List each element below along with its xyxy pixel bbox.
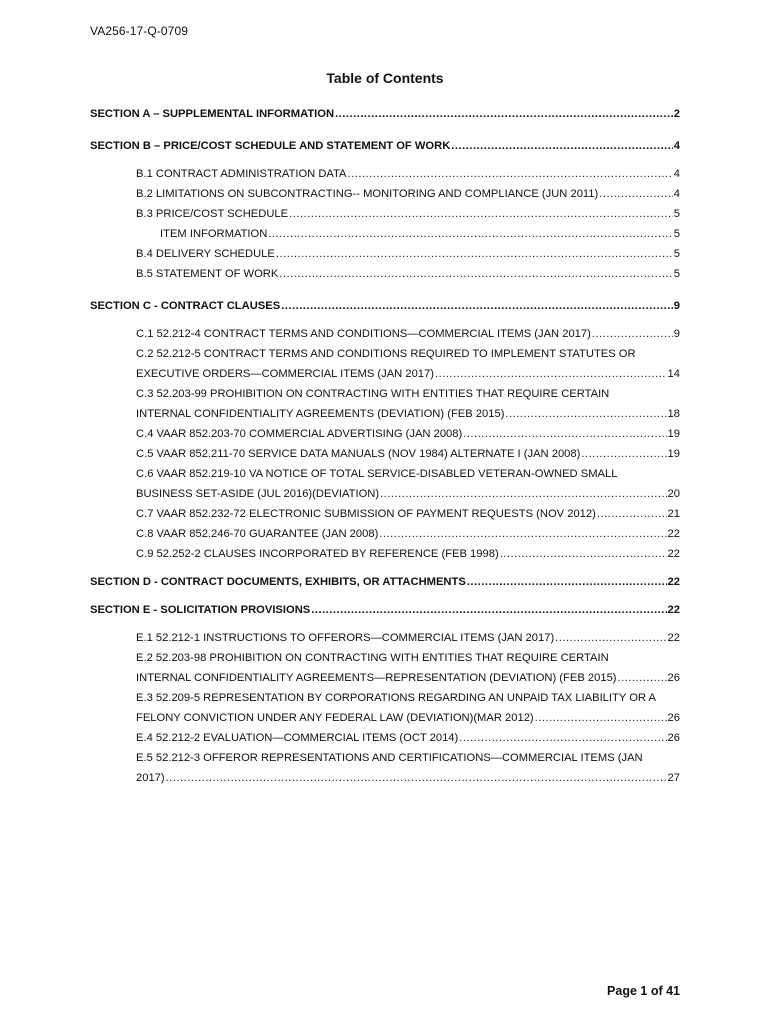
toc-entry-c3[interactable]	[90, 404, 680, 424]
toc-entry-c9[interactable]	[90, 544, 680, 564]
toc-entry-text: E.1 52.212-1 INSTRUCTIONS TO OFFERORS—COMMERCIAL ITEMS (JAN 2017)	[136, 632, 555, 644]
toc-entry-text: ITEM INFORMATION	[160, 228, 268, 240]
leader-dots	[618, 668, 667, 688]
leader-dots	[592, 324, 673, 344]
leader-dots	[276, 244, 673, 264]
toc-page-number: 14	[667, 368, 680, 380]
toc-entry-text: C.1 52.212-4 CONTRACT TERMS AND CONDITIONS—COMMERCIAL ITEMS (JAN 2017)	[136, 328, 591, 340]
leader-dots	[463, 424, 666, 444]
toc-entry-text: FELONY CONVICTION UNDER ANY FEDERAL LAW (DEVIATION)(MAR 2012)	[136, 712, 534, 724]
toc-entry-text: C.9 52.252-2 CLAUSES INCORPORATED BY REFERENCE (FEB 1998)	[136, 548, 499, 560]
leader-dots	[289, 204, 673, 224]
toc-page-number: 5	[673, 268, 680, 280]
leader-dots	[379, 524, 666, 544]
leader-dots	[380, 484, 666, 504]
toc-entry-c5[interactable]	[90, 444, 680, 464]
toc-entry-text: C.7 VAAR 852.232-72 ELECTRONIC SUBMISSION OF PAYMENT REQUESTS (NOV 2012)	[136, 508, 596, 520]
toc-entry-text: BUSINESS SET-ASIDE (JUL 2016)(DEVIATION)	[136, 488, 380, 500]
toc-entry-text: EXECUTIVE ORDERS—COMMERCIAL ITEMS (JAN 2017)	[136, 368, 434, 380]
toc-entry-c8[interactable]	[90, 524, 680, 544]
toc-page-number: 9	[673, 300, 680, 312]
toc-entry-text: SECTION C - CONTRACT CLAUSES	[90, 300, 281, 312]
toc-page-number: 5	[673, 208, 680, 220]
leader-dots	[555, 628, 666, 648]
toc-entry-text: C.8 VAAR 852.246-70 GUARANTEE (JAN 2008)	[136, 528, 379, 540]
leader-dots	[467, 572, 667, 592]
toc-page-number: 2	[673, 108, 680, 120]
toc-entry-e5[interactable]	[90, 768, 680, 788]
toc-entry-text: INTERNAL CONFIDENTIALITY AGREEMENTS—REPRESENTATION (DEVIATION) (FEB 2015)	[136, 672, 617, 684]
leader-dots	[581, 444, 666, 464]
toc-page-number: 9	[673, 328, 680, 340]
toc-entry-text: B.2 LIMITATIONS ON SUBCONTRACTING-- MONITORING AND COMPLIANCE (JUN 2011)	[136, 188, 599, 200]
toc-page-number: 22	[667, 548, 680, 560]
leader-dots	[268, 224, 672, 244]
toc-entry-e2[interactable]	[90, 668, 680, 688]
toc-entry-b1[interactable]	[90, 164, 680, 184]
toc-page-number: 19	[667, 428, 680, 440]
leader-dots	[311, 600, 666, 620]
toc-entry-c6[interactable]	[90, 484, 680, 504]
toc-entry-c3-line1[interactable]: C.3 52.203-99 PROHIBITION ON CONTRACTING WITH ENTITIES THAT REQUIRE CERTAIN	[136, 388, 610, 400]
toc-entry-b3[interactable]	[90, 204, 680, 224]
table-of-contents	[90, 104, 680, 788]
toc-page-number: 22	[667, 576, 680, 588]
toc-entry-c4[interactable]	[90, 424, 680, 444]
toc-page-number: 26	[667, 672, 680, 684]
leader-dots	[597, 504, 667, 524]
leader-dots	[279, 264, 672, 284]
toc-entry-e3[interactable]	[90, 708, 680, 728]
toc-entry-e1[interactable]	[90, 628, 680, 648]
toc-entry-text: SECTION E - SOLICITATION PROVISIONS	[90, 604, 311, 616]
toc-page-number: 4	[673, 140, 680, 152]
toc-entry-b2[interactable]	[90, 184, 680, 204]
leader-dots	[500, 544, 667, 564]
toc-section-d[interactable]	[90, 572, 680, 592]
toc-entry-b5[interactable]	[90, 264, 680, 284]
toc-entry-text: SECTION B – PRICE/COST SCHEDULE AND STATEMENT OF WORK	[90, 140, 451, 152]
toc-page-number: 4	[673, 188, 680, 200]
toc-entry-text: E.4 52.212-2 EVALUATION—COMMERCIAL ITEMS (OCT 2014)	[136, 732, 459, 744]
toc-entry-b4[interactable]	[90, 244, 680, 264]
leader-dots	[348, 164, 673, 184]
toc-entry-c2-line1[interactable]: C.2 52.212-5 CONTRACT TERMS AND CONDITIONS REQUIRED TO IMPLEMENT STATUTES OR	[136, 348, 636, 360]
document-id: VA256-17-Q-0709	[90, 24, 189, 38]
toc-page-number: 27	[667, 772, 680, 784]
leader-dots	[535, 708, 667, 728]
toc-entry-text: B.3 PRICE/COST SCHEDULE	[136, 208, 289, 220]
leader-dots	[166, 768, 667, 788]
toc-page-number: 5	[673, 228, 680, 240]
toc-section-a[interactable]	[90, 104, 680, 124]
toc-page-number: 22	[667, 632, 680, 644]
leader-dots	[451, 136, 672, 156]
toc-section-b[interactable]	[90, 136, 680, 156]
toc-page-number: 5	[673, 248, 680, 260]
toc-entry-text: B.1 CONTRACT ADMINISTRATION DATA	[136, 168, 347, 180]
toc-page-number: 26	[667, 732, 680, 744]
toc-entry-c1[interactable]	[90, 324, 680, 344]
toc-section-e[interactable]	[90, 600, 680, 620]
toc-page-number: 26	[667, 712, 680, 724]
leader-dots	[599, 184, 673, 204]
toc-entry-text: C.4 VAAR 852.203-70 COMMERCIAL ADVERTISING (JAN 2008)	[136, 428, 463, 440]
toc-entry-text: SECTION A – SUPPLEMENTAL INFORMATION	[90, 108, 335, 120]
toc-entry-text: INTERNAL CONFIDENTIALITY AGREEMENTS (DEVIATION) (FEB 2015)	[136, 408, 505, 420]
toc-page-number: 18	[667, 408, 680, 420]
toc-title: Table of Contents	[326, 70, 444, 86]
toc-entry-text: C.5 VAAR 852.211-70 SERVICE DATA MANUALS (NOV 1984) ALTERNATE I (JAN 2008)	[136, 448, 581, 460]
toc-page-number: 22	[667, 604, 680, 616]
toc-entry-e2-line1[interactable]: E.2 52.203-98 PROHIBITION ON CONTRACTING WITH ENTITIES THAT REQUIRE CERTAIN	[136, 652, 609, 664]
toc-page-number: 20	[667, 488, 680, 500]
toc-entry-text: B.5 STATEMENT OF WORK	[136, 268, 279, 280]
leader-dots	[435, 364, 667, 384]
toc-page-number: 21	[667, 508, 680, 520]
toc-entry-c6-line1[interactable]: C.6 VAAR 852.219-10 VA NOTICE OF TOTAL SERVICE-DISABLED VETERAN-OWNED SMALL	[136, 468, 618, 480]
leader-dots	[505, 404, 666, 424]
toc-entry-c7[interactable]	[90, 504, 680, 524]
toc-entry-text: SECTION D - CONTRACT DOCUMENTS, EXHIBITS, OR ATTACHMENTS	[90, 576, 466, 588]
toc-page-number: 4	[673, 168, 680, 180]
toc-entry-e3-line1[interactable]: E.3 52.209-5 REPRESENTATION BY CORPORATIONS REGARDING AN UNPAID TAX LIABILITY OR A	[136, 692, 656, 704]
toc-entry-text: B.4 DELIVERY SCHEDULE	[136, 248, 275, 260]
leader-dots	[335, 104, 673, 124]
toc-page-number: 22	[667, 528, 680, 540]
leader-dots	[459, 728, 666, 748]
toc-entry-b3-item-information[interactable]	[90, 224, 680, 244]
toc-section-c[interactable]	[90, 296, 680, 316]
toc-entry-text: 2017)	[136, 772, 165, 784]
toc-entry-e4[interactable]	[90, 728, 680, 748]
leader-dots	[281, 296, 673, 316]
toc-entry-c2[interactable]	[90, 364, 680, 384]
toc-entry-e5-line1[interactable]: E.5 52.212-3 OFFEROR REPRESENTATIONS AND CERTIFICATIONS—COMMERCIAL ITEMS (JAN	[136, 752, 643, 764]
toc-page-number: 19	[667, 448, 680, 460]
page-number-footer: Page 1 of 41	[607, 984, 680, 998]
